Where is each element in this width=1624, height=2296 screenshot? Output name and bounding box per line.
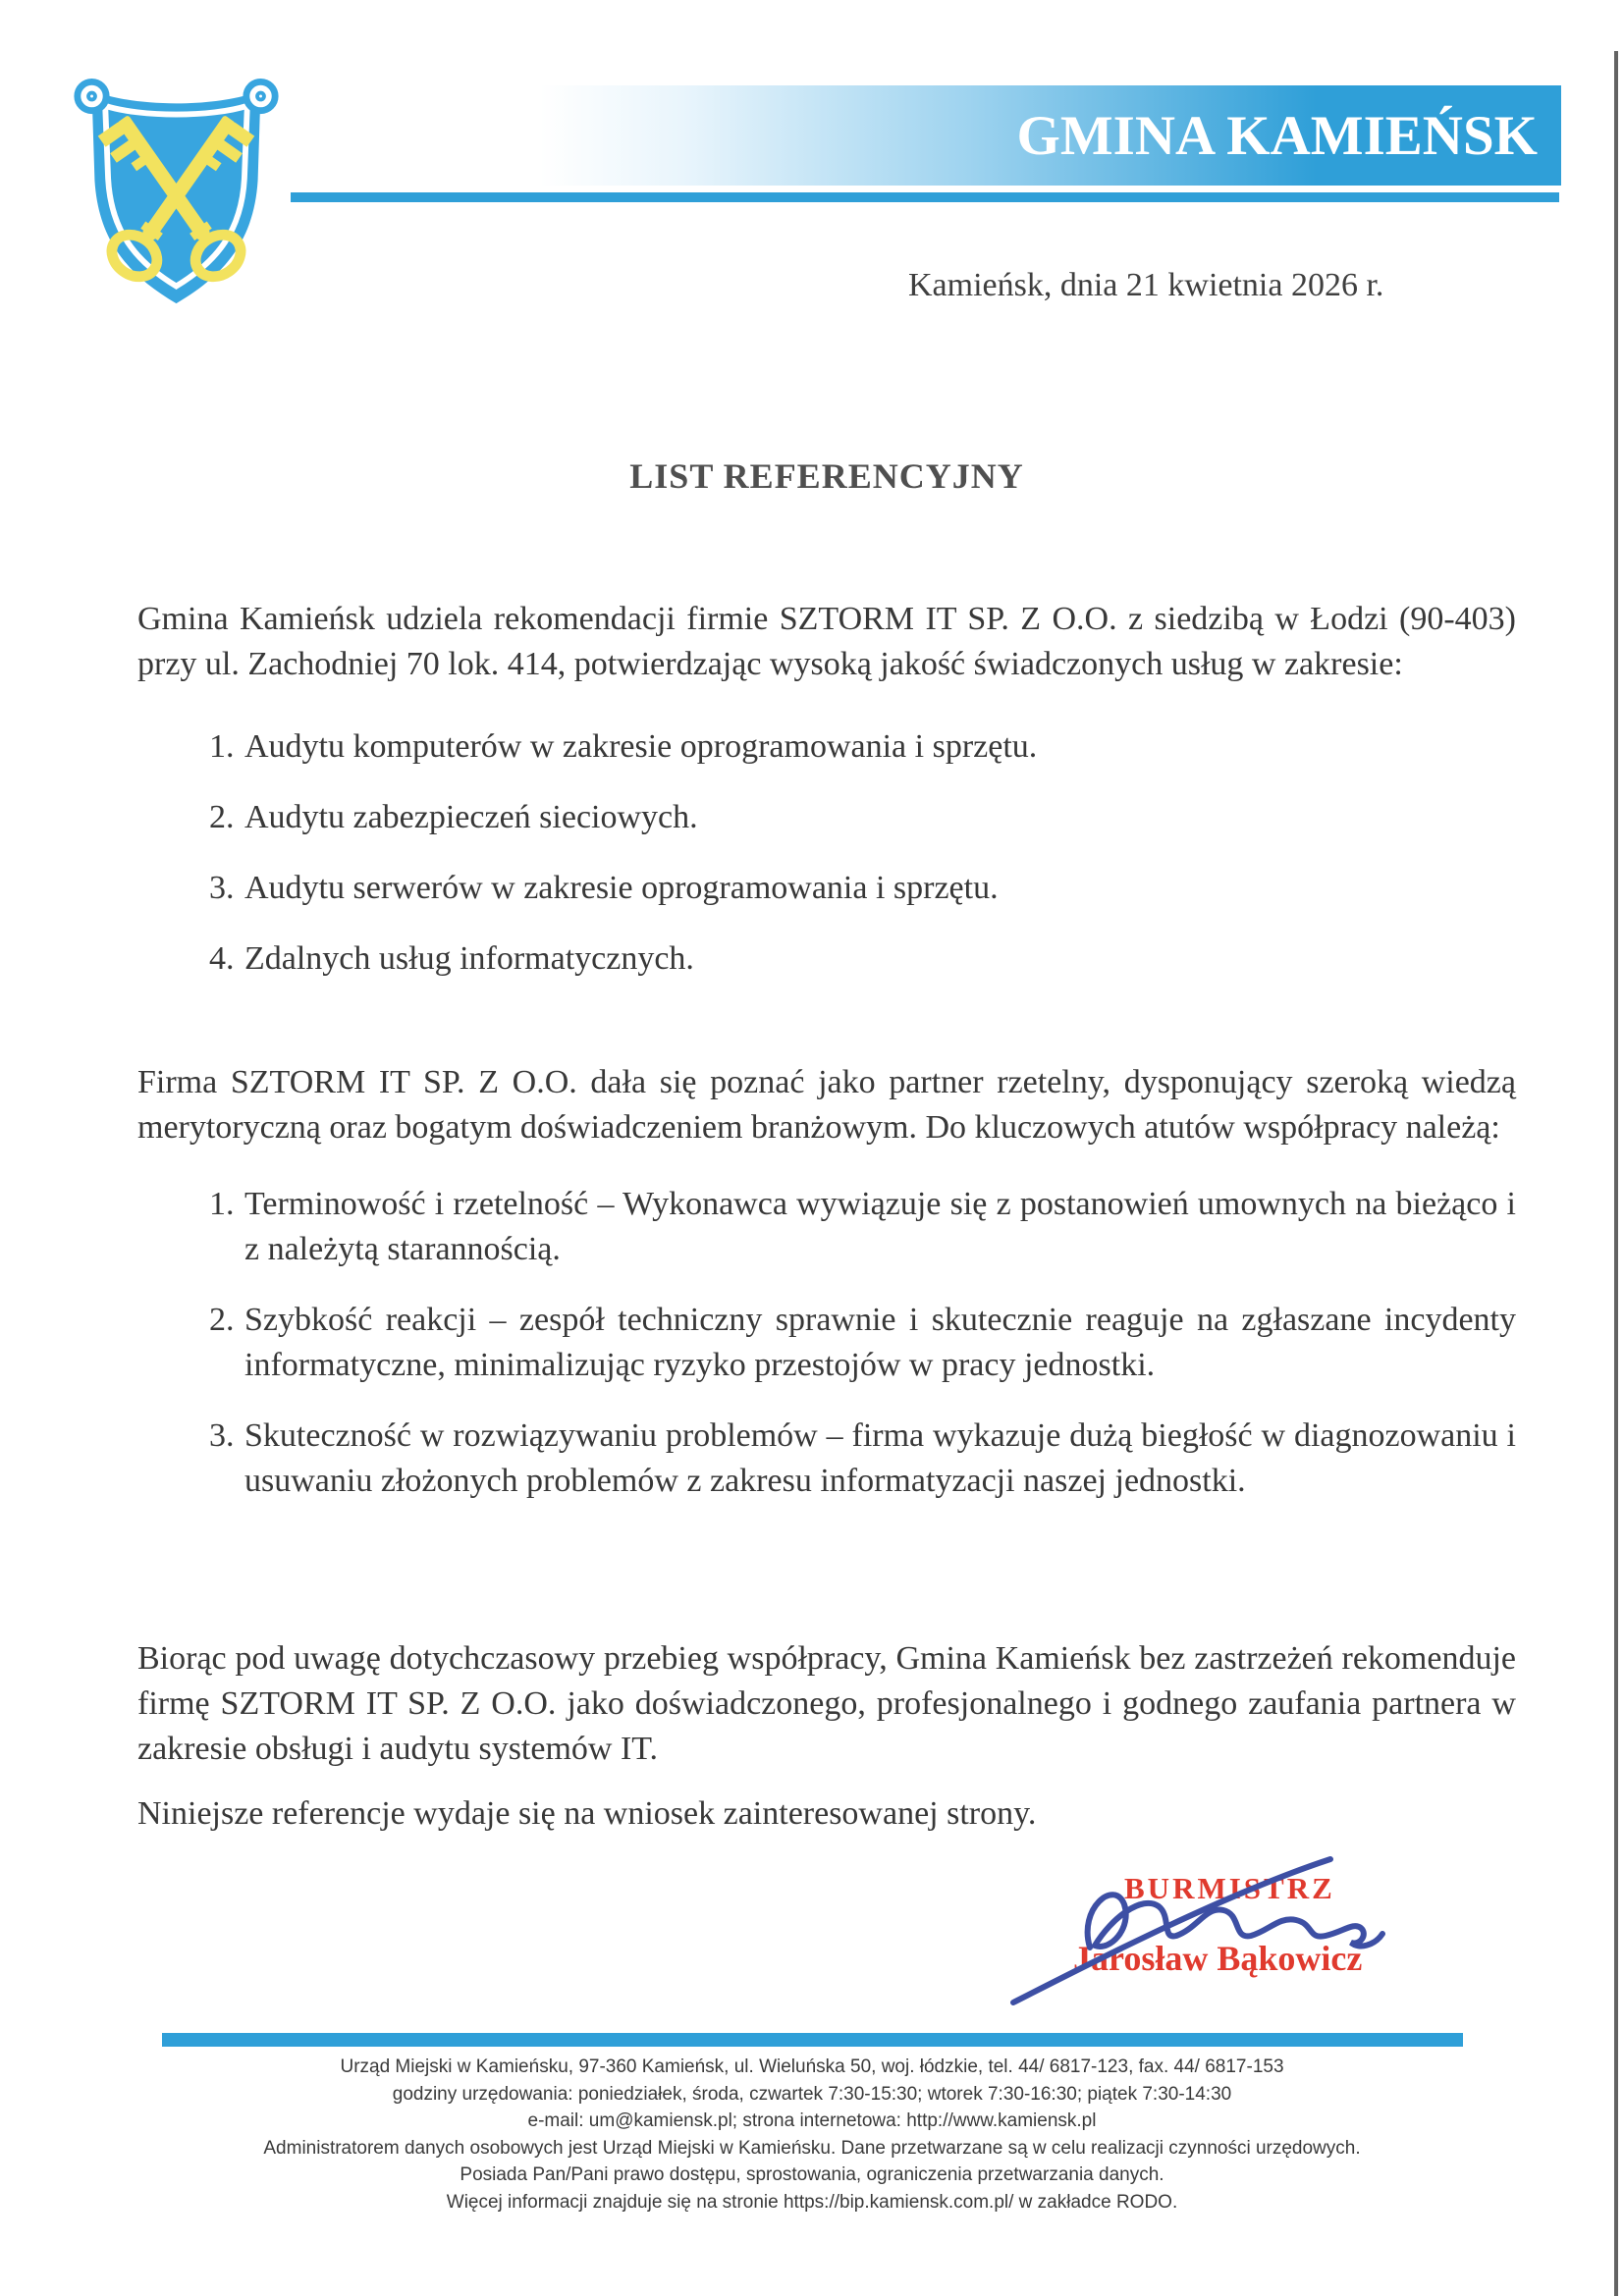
document-title: LIST REFERENCYJNY: [629, 456, 1024, 496]
stamp-title: BURMISTRZ: [1124, 1871, 1335, 1905]
footer-rodo-line: Administratorem danych osobowych jest Urząd Miejski w Kamieńsku. Dane przetwarzane są w celu realizacji czynności urzędowych.: [263, 2137, 1361, 2159]
footer-hours-line: godziny urzędowania: poniedziałek, środa, czwartek 7:30-15:30; wtorek 7:30-16:30; piątek 7:30-14:30: [392, 2083, 1232, 2105]
date-line: Kamieńsk, dnia 21 kwietnia 2026 r.: [908, 267, 1384, 303]
footer-rodo-line: Posiada Pan/Pani prawo dostępu, sprostowania, ograniczenia przetwarzania danych.: [460, 2164, 1164, 2185]
intro-paragraph: Gmina Kamieńsk udziela rekomendacji firmie SZTORM IT SP. Z O.O. z siedzibą w Łodzi (90-403) przy ul. Zachodniej 70 lok. 414, potwierdzając wysoką jakość świadczonych usług w zakresie:: [137, 601, 1516, 682]
handwritten-signature: [967, 1838, 1458, 2034]
footer-rule: [162, 2033, 1463, 2047]
list-item: 1. Audytu komputerów w zakresie oprogramowania i sprzętu.: [243, 724, 1516, 770]
services-list: [137, 724, 1516, 982]
footer: [0, 2054, 1624, 2216]
list-item: 2. Audytu zabezpieczeń sieciowych.: [243, 795, 1516, 840]
footer-address-line: Urząd Miejski w Kamieńsku, 97-360 Kamieńsk, ul. Wieluńska 50, woj. łódzkie, tel. 44/ 6817-123, fax. 44/ 6817-153: [340, 2056, 1284, 2077]
list-item: 4. Zdalnych usług informatycznych.: [243, 936, 1516, 982]
footer-contact-line: e-mail: um@kamiensk.pl; strona internetowa: http://www.kamiensk.pl: [527, 2110, 1097, 2131]
closing-paragraph: Biorąc pod uwagę dotychczasowy przebieg współpracy, Gmina Kamieńsk bez zastrzeżeń rekomenduje firmę SZTORM IT SP. Z O.O. jako doświadczonego, profesjonalnego i godnego zaufania partnera w zakresie obsługi i audytu systemów IT.: [137, 1640, 1516, 1767]
issued-note: Niniejsze referencje wydaje się na wniosek zainteresowanej strony.: [137, 1795, 1037, 1832]
stamp-name: Jarosław Bąkowicz: [1073, 1939, 1363, 1978]
list-item: 3. Audytu serwerów w zakresie oprogramowania i sprzętu.: [243, 866, 1516, 911]
signature-block: [967, 1838, 1458, 2034]
middle-paragraph: Firma SZTORM IT SP. Z O.O. dała się poznać jako partner rzetelny, dysponujący szeroką wiedzą merytoryczną oraz bogatym doświadczeniem branżowym. Do kluczowych atutów współpracy należą:: [137, 1064, 1516, 1146]
municipality-name: GMINA KAMIEŃSK: [1016, 104, 1538, 167]
list-item: 1. Terminowość i rzetelność – Wykonawca wywiązuje się z postanowień umownych na bieżąco i z należytą starannością.: [243, 1182, 1516, 1272]
letter-body: [137, 0, 1516, 1837]
list-item: 3. Skuteczność w rozwiązywaniu problemów – firma wykazuje dużą biegłość w diagnozowaniu i usuwaniu złożonych problemów z zakresu informatyzacji naszej jednostki.: [243, 1414, 1516, 1504]
list-item: 2. Szybkość reakcji – zespół techniczny sprawnie i skutecznie reaguje na zgłaszane incydenty informatyczne, minimalizując ryzyko przestojów w pracy jednostki.: [243, 1298, 1516, 1388]
scan-artifact-line: [1614, 51, 1618, 2296]
footer-rodo-line: Więcej informacji znajduje się na stronie https://bip.kamiensk.com.pl/ w zakładce RODO.: [446, 2191, 1178, 2213]
strengths-list: [137, 1182, 1516, 1504]
